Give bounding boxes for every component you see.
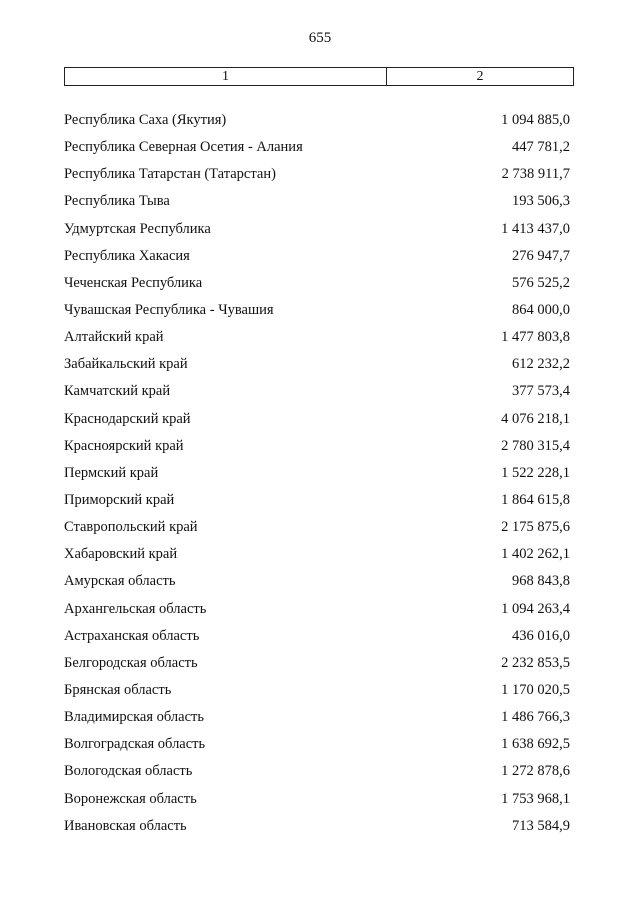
region-value: 4 076 218,1 <box>501 410 570 427</box>
region-value: 1 402 262,1 <box>501 546 570 563</box>
table-row <box>0 383 640 410</box>
region-name: Белгородская область <box>64 654 198 671</box>
table-row <box>0 329 640 356</box>
table-row <box>0 302 640 329</box>
column-header-1: 1 <box>65 68 387 85</box>
region-value: 713 584,9 <box>512 817 570 834</box>
region-name: Республика Татарстан (Татарстан) <box>64 166 276 183</box>
table-row <box>0 248 640 275</box>
region-value: 1 753 968,1 <box>501 790 570 807</box>
region-name: Алтайский край <box>64 329 164 346</box>
table-row <box>0 682 640 709</box>
region-value: 1 486 766,3 <box>501 709 570 726</box>
region-value: 276 947,7 <box>512 247 570 264</box>
region-value: 612 232,2 <box>512 356 570 373</box>
table-row <box>0 573 640 600</box>
region-value: 1 522 228,1 <box>501 464 570 481</box>
region-name: Чеченская Республика <box>64 274 203 291</box>
table-row <box>0 411 640 438</box>
region-name: Брянская область <box>64 681 172 698</box>
table-row <box>0 818 640 845</box>
region-name: Камчатский край <box>64 383 171 400</box>
table-row <box>0 546 640 573</box>
table-header <box>64 67 574 86</box>
table-row <box>0 763 640 790</box>
region-name: Республика Тыва <box>64 193 170 210</box>
region-value: 2 175 875,6 <box>501 519 570 536</box>
table-row <box>0 275 640 302</box>
region-value: 576 525,2 <box>512 274 570 291</box>
table-row <box>0 601 640 628</box>
region-value: 1 094 885,0 <box>501 112 570 128</box>
table-row <box>0 166 640 193</box>
table-row <box>0 628 640 655</box>
region-name: Воронежская область <box>64 790 197 807</box>
region-value: 968 843,8 <box>512 573 570 590</box>
page-number: 655 <box>308 30 332 46</box>
region-value: 864 000,0 <box>512 301 570 318</box>
region-value: 377 573,4 <box>512 383 570 400</box>
region-name: Пермский край <box>64 464 159 481</box>
column-header-2: 2 <box>476 68 484 84</box>
table-row <box>0 655 640 682</box>
region-name: Краснодарский край <box>64 410 191 427</box>
region-name: Чувашская Республика - Чувашия <box>64 301 274 318</box>
table-row <box>0 791 640 818</box>
table-row <box>0 709 640 736</box>
region-value: 2 780 315,4 <box>501 437 570 454</box>
region-value: 1 272 878,6 <box>501 763 570 780</box>
region-name: Забайкальский край <box>64 356 188 373</box>
region-value: 436 016,0 <box>512 627 570 644</box>
region-value: 1 638 692,5 <box>501 736 570 753</box>
region-value: 2 738 911,7 <box>501 166 570 183</box>
table-row <box>0 519 640 546</box>
table-row <box>0 193 640 220</box>
region-name: Вологодская область <box>64 763 193 780</box>
region-name: Удмуртская Республика <box>64 220 211 237</box>
region-value: 447 781,2 <box>512 139 570 156</box>
region-value: 1 413 437,0 <box>501 220 570 237</box>
region-name: Республика Хакасия <box>64 247 190 264</box>
table-row <box>0 492 640 519</box>
region-value: 1 170 020,5 <box>501 681 570 698</box>
region-name: Волгоградская область <box>64 736 206 753</box>
table-row <box>0 736 640 763</box>
region-name: Архангельская область <box>64 600 207 617</box>
region-value: 193 506,3 <box>512 193 570 210</box>
region-value: 1 477 803,8 <box>501 329 570 346</box>
table-row <box>0 465 640 492</box>
region-name: Красноярский край <box>64 437 184 454</box>
table-body <box>0 112 640 845</box>
region-name: Астраханская область <box>64 627 200 644</box>
table-row <box>0 112 640 139</box>
region-name: Хабаровский край <box>64 546 178 563</box>
region-name: Ивановская область <box>64 817 187 834</box>
region-name: Владимирская область <box>64 709 204 726</box>
table-row <box>0 139 640 166</box>
table-row <box>0 221 640 248</box>
table-row <box>0 356 640 383</box>
region-name: Республика Северная Осетия - Алания <box>64 139 303 156</box>
region-value: 1 864 615,8 <box>501 491 570 508</box>
region-value: 2 232 853,5 <box>501 654 570 671</box>
region-name: Приморский край <box>64 491 175 508</box>
region-name: Республика Саха (Якутия) <box>64 112 227 128</box>
region-value: 1 094 263,4 <box>501 600 570 617</box>
region-name: Амурская область <box>64 573 176 590</box>
region-name: Ставропольский край <box>64 519 198 536</box>
table-row <box>0 438 640 465</box>
